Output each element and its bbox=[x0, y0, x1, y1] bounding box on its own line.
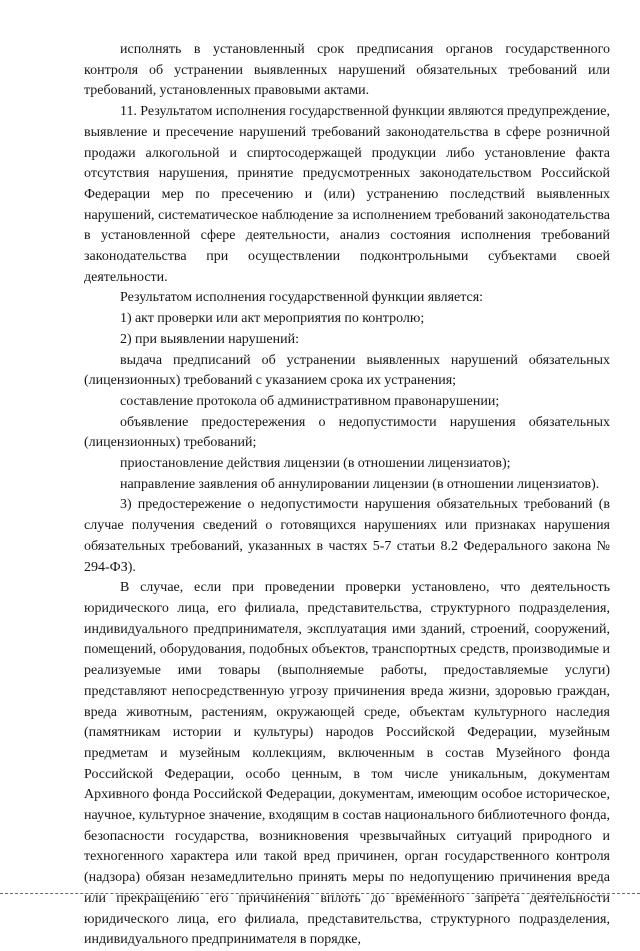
paragraph-list-item-3: 3) предостережение о недопустимости нарушения обязательных требований (в случае получения сведений о готовящихся нарушениях или признаках нарушения обязательных требований, указанных в частях 5-7 статьи 8.2 Федерального закона № 294-ФЗ). bbox=[84, 497, 610, 575]
paragraph-result-intro: Результатом исполнения государственной функции является: bbox=[120, 290, 484, 306]
paragraph-subitem-suspension: приостановление действия лицензии (в отношении лицензиатов); bbox=[120, 456, 511, 472]
paragraph-subitem-orders: выдача предписаний об устранении выявленных нарушений обязательных (лицензионных) требований с указанием срока их устранения; bbox=[84, 352, 610, 389]
paragraph-subitem-protocol: составление протокола об административном правонарушении; bbox=[120, 393, 500, 409]
paragraph-threat-measures: В случае, если при проведении проверки установлено, что деятельность юридического лица, его филиала, представительства, структурного подразделения, индивидуального предпринимателя, эксплуатация ими зданий, строений, сооружений, помещений, оборудования, подобных объектов, транспортных средств, производимые и реализуемые ими товары (выполняемые работы, предоставляемые услуги) представляют непосредственную угрозу причинения вреда жизни, здоровью граждан, вреда животным, растениям, окружающей среде, объектам культурного наследия (памятникам истории и культуры) народов Российской Федерации, музейным предметам и музейным коллекциям, включенным в состав Музейного фонда Российской Федерации, особо ценным, в том числе уникальным, документам Архивного фонда Российской Федерации, документам, имеющим особое историческое, научное, культурное значение, входящим в состав национального библиотечного фонда, безопасности государства, возникновения чрезвычайных ситуаций природного и техногенного характера или такой вред причинен, орган государственного контроля (надзора) обязан незамедлительно принять меры по недопущению причинения вреда или прекращению его причинения вплоть до временного запрета деятельности юридического лица, его филиала, представительства, структурного подразделения, индивидуального предпринимателя в порядке, bbox=[84, 580, 610, 948]
page-bottom-rule bbox=[0, 893, 640, 894]
paragraph-subitem-annulment: направление заявления об аннулировании лицензии (в отношении лицензиатов). bbox=[120, 476, 600, 492]
document-page bbox=[84, 40, 610, 951]
paragraph-item-11: 11. Результатом исполнения государственной функции являются предупреждение, выявление и пресечение нарушений требований законодательства в сфере розничной продажи алкогольной и спиртосодержащей продукции либо установление факта отсутствия нарушения, принятие предусмотренных законодательством Российской Федерации мер по пресечению и (или) устранению последствий выявленных нарушений, систематическое наблюдение за исполнением требований законодательства в установленной сфере деятельности, анализ состояния исполнения требований законодательства при осуществлении подконтрольными субъектами своей деятельности. bbox=[84, 104, 610, 285]
paragraph-list-item-2: 2) при выявлении нарушений: bbox=[120, 331, 299, 347]
paragraph-continuation: исполнять в установленный срок предписания органов государственного контроля об устранении выявленных нарушений обязательных требований или требований, установленных правовыми актами. bbox=[84, 42, 610, 99]
paragraph-list-item-1: 1) акт проверки или акт мероприятия по контролю; bbox=[120, 311, 425, 327]
paragraph-subitem-warning: объявление предостережения о недопустимости нарушения обязательных (лицензионных) требований; bbox=[84, 414, 610, 451]
